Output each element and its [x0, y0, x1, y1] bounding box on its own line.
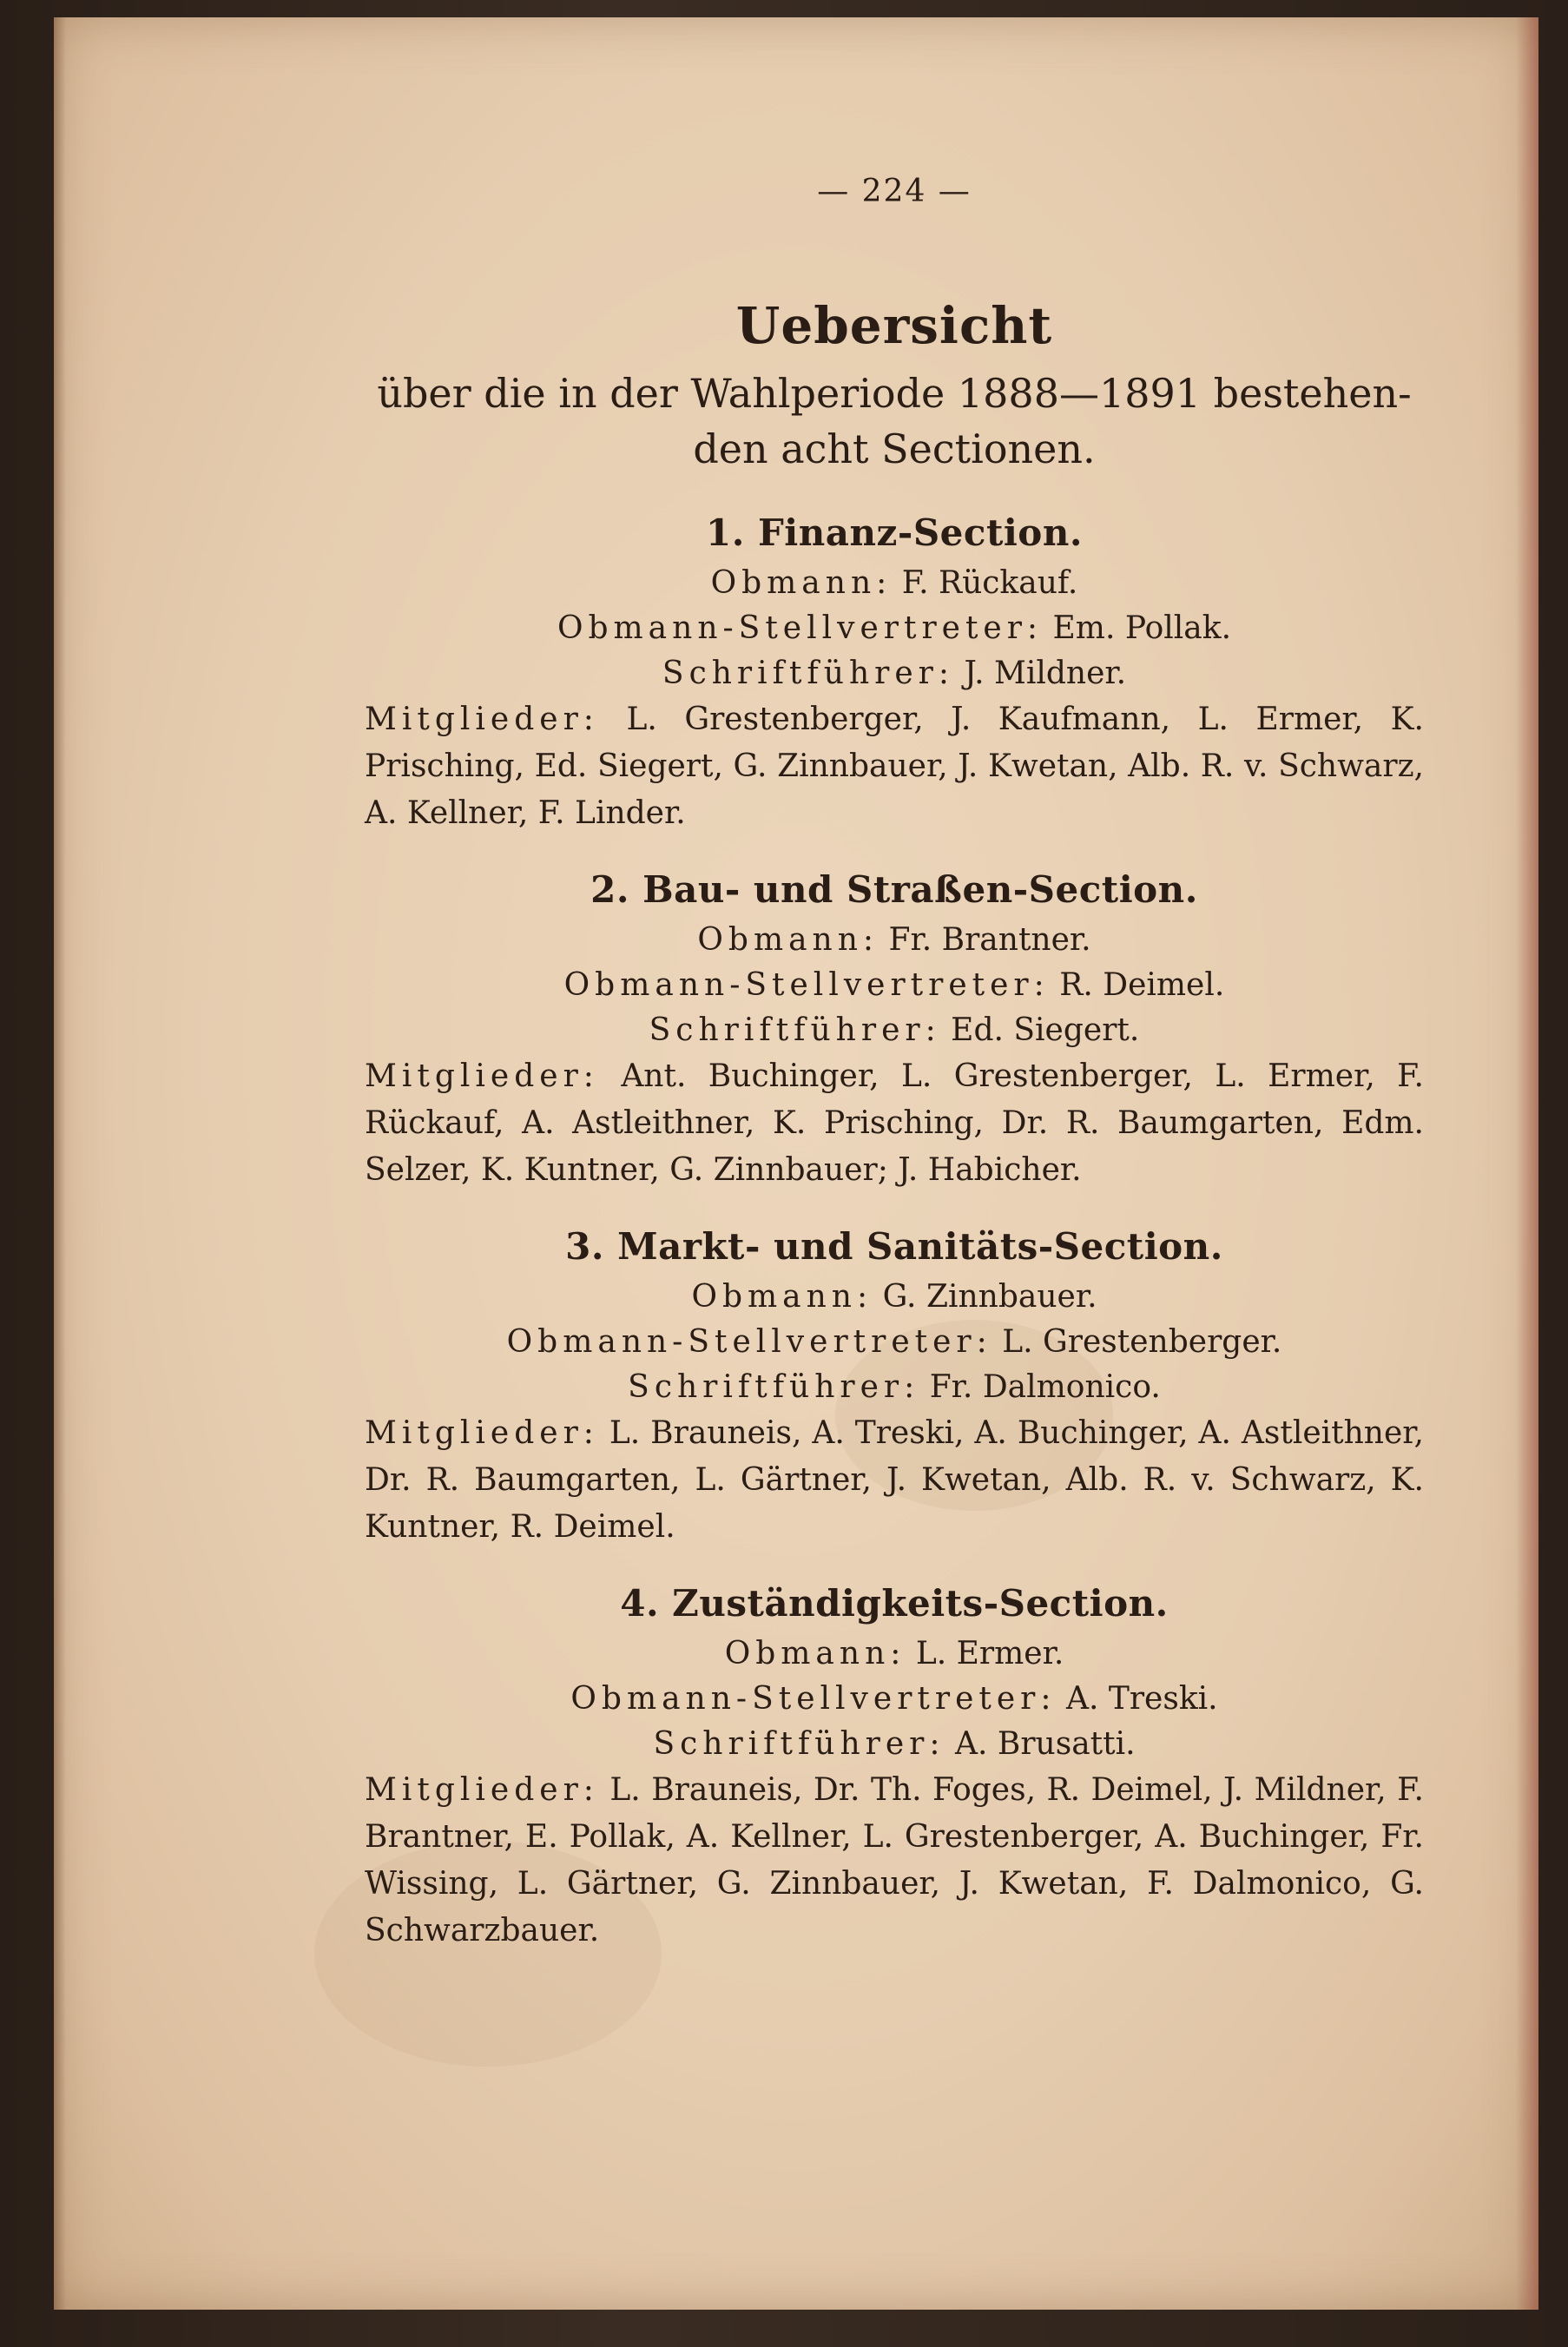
stellvertreter-line	[365, 1320, 1424, 1365]
role-value: G. Zinnbauer.	[882, 1279, 1097, 1315]
role-value: L. Ermer.	[915, 1636, 1064, 1671]
mitglieder-paragraph	[365, 1053, 1424, 1194]
role-label: Schriftführer:	[653, 1726, 945, 1762]
role-label: Obmann-Stellvertreter:	[563, 967, 1050, 1003]
role-value: R. Deimel.	[1059, 967, 1225, 1003]
role-value: Fr. Dalmonico.	[929, 1369, 1161, 1405]
obmann-line	[365, 1275, 1424, 1320]
document-title: Uebersicht	[735, 296, 1053, 355]
page-edge-stain	[1516, 17, 1538, 2310]
section-finanz	[365, 511, 1424, 837]
schriftfuehrer-line	[365, 1365, 1424, 1410]
role-value: A. Brusatti.	[954, 1726, 1136, 1762]
section-heading: 3. Markt- und Sanitäts-Section.	[565, 1225, 1223, 1268]
stellvertreter-line	[365, 1677, 1424, 1722]
obmann-line	[365, 1632, 1424, 1677]
role-label: Mitglieder:	[365, 1415, 599, 1451]
role-value: Ed. Siegert.	[951, 1012, 1140, 1048]
role-label: Obmann-Stellvertreter:	[570, 1681, 1057, 1717]
page-content	[365, 174, 1424, 1986]
role-label: Mitglieder:	[365, 1058, 599, 1094]
role-label: Obmann:	[710, 565, 893, 601]
members-list: L. Brauneis, A. Treski, A. Buchinger, A. Astleithner, Dr. R. Baumgarten, L. Gärtner, J. Kwetan, Alb. R. v. Schwarz, K. Kuntner, R. Deimel.	[365, 1415, 1424, 1545]
stellvertreter-line	[365, 606, 1424, 651]
role-label: Schriftführer:	[662, 656, 954, 691]
section-bau-strassen	[365, 868, 1424, 1194]
section-heading: 1. Finanz-Section.	[706, 511, 1083, 554]
document-subtitle	[365, 366, 1424, 477]
members-list: Ant. Buchinger, L. Grestenberger, L. Ermer, F. Rückauf, A. Astleithner, K. Prisching, Dr. R. Baumgarten, Edm. Selzer, K. Kuntner, G. Zinnbauer; J. Habicher.	[365, 1058, 1424, 1188]
subtitle-line: den acht Sectionen.	[693, 425, 1096, 472]
section-heading: 2. Bau- und Straßen-Section.	[590, 868, 1198, 911]
role-value: F. Rückauf.	[901, 565, 1078, 601]
role-value: J. Mildner.	[964, 656, 1127, 691]
mitglieder-paragraph	[365, 696, 1424, 837]
role-value: Em. Pollak.	[1052, 610, 1232, 646]
section-markt-sanitaets	[365, 1225, 1424, 1551]
page-gutter-shadow	[54, 17, 66, 2310]
role-label: Schriftführer:	[649, 1012, 941, 1048]
schriftfuehrer-line	[365, 1008, 1424, 1053]
role-label: Obmann-Stellvertreter:	[506, 1324, 992, 1360]
schriftfuehrer-line	[365, 651, 1424, 696]
role-label: Obmann-Stellvertreter:	[557, 610, 1044, 646]
role-label: Obmann:	[697, 922, 880, 958]
section-zustaendigkeits	[365, 1582, 1424, 1955]
obmann-line	[365, 918, 1424, 963]
stellvertreter-line	[365, 963, 1424, 1008]
obmann-line	[365, 561, 1424, 606]
mitglieder-paragraph	[365, 1767, 1424, 1955]
members-list: L. Brauneis, Dr. Th. Foges, R. Deimel, J. Mildner, F. Brantner, E. Pollak, A. Kellner, L. Grestenberger, A. Buchinger, Fr. Wissing, L. Gärtner, G. Zinnbauer, J. Kwetan, F. Dalmonico, G. Schwarzbauer.	[365, 1772, 1425, 1948]
role-label: Obmann:	[691, 1279, 873, 1315]
role-label: Mitglieder:	[365, 702, 599, 737]
page-number: — 224 —	[817, 174, 972, 209]
subtitle-line: über die in der Wahlperiode 1888—1891 bestehen-	[377, 370, 1412, 417]
schriftfuehrer-line	[365, 1722, 1424, 1767]
members-list: L. Grestenberger, J. Kaufmann, L. Ermer, K. Prisching, Ed. Siegert, G. Zinnbauer, J. Kwetan, Alb. R. v. Schwarz, A. Kellner, F. Linder.	[365, 702, 1424, 831]
mitglieder-paragraph	[365, 1410, 1424, 1551]
role-value: A. Treski.	[1065, 1681, 1218, 1717]
role-label: Schriftführer:	[628, 1369, 920, 1405]
role-label: Mitglieder:	[365, 1772, 599, 1808]
role-label: Obmann:	[724, 1636, 906, 1671]
section-heading: 4. Zuständigkeits-Section.	[620, 1582, 1169, 1625]
role-value: Fr. Brantner.	[888, 922, 1091, 958]
role-value: L. Grestenberger.	[1002, 1324, 1282, 1360]
